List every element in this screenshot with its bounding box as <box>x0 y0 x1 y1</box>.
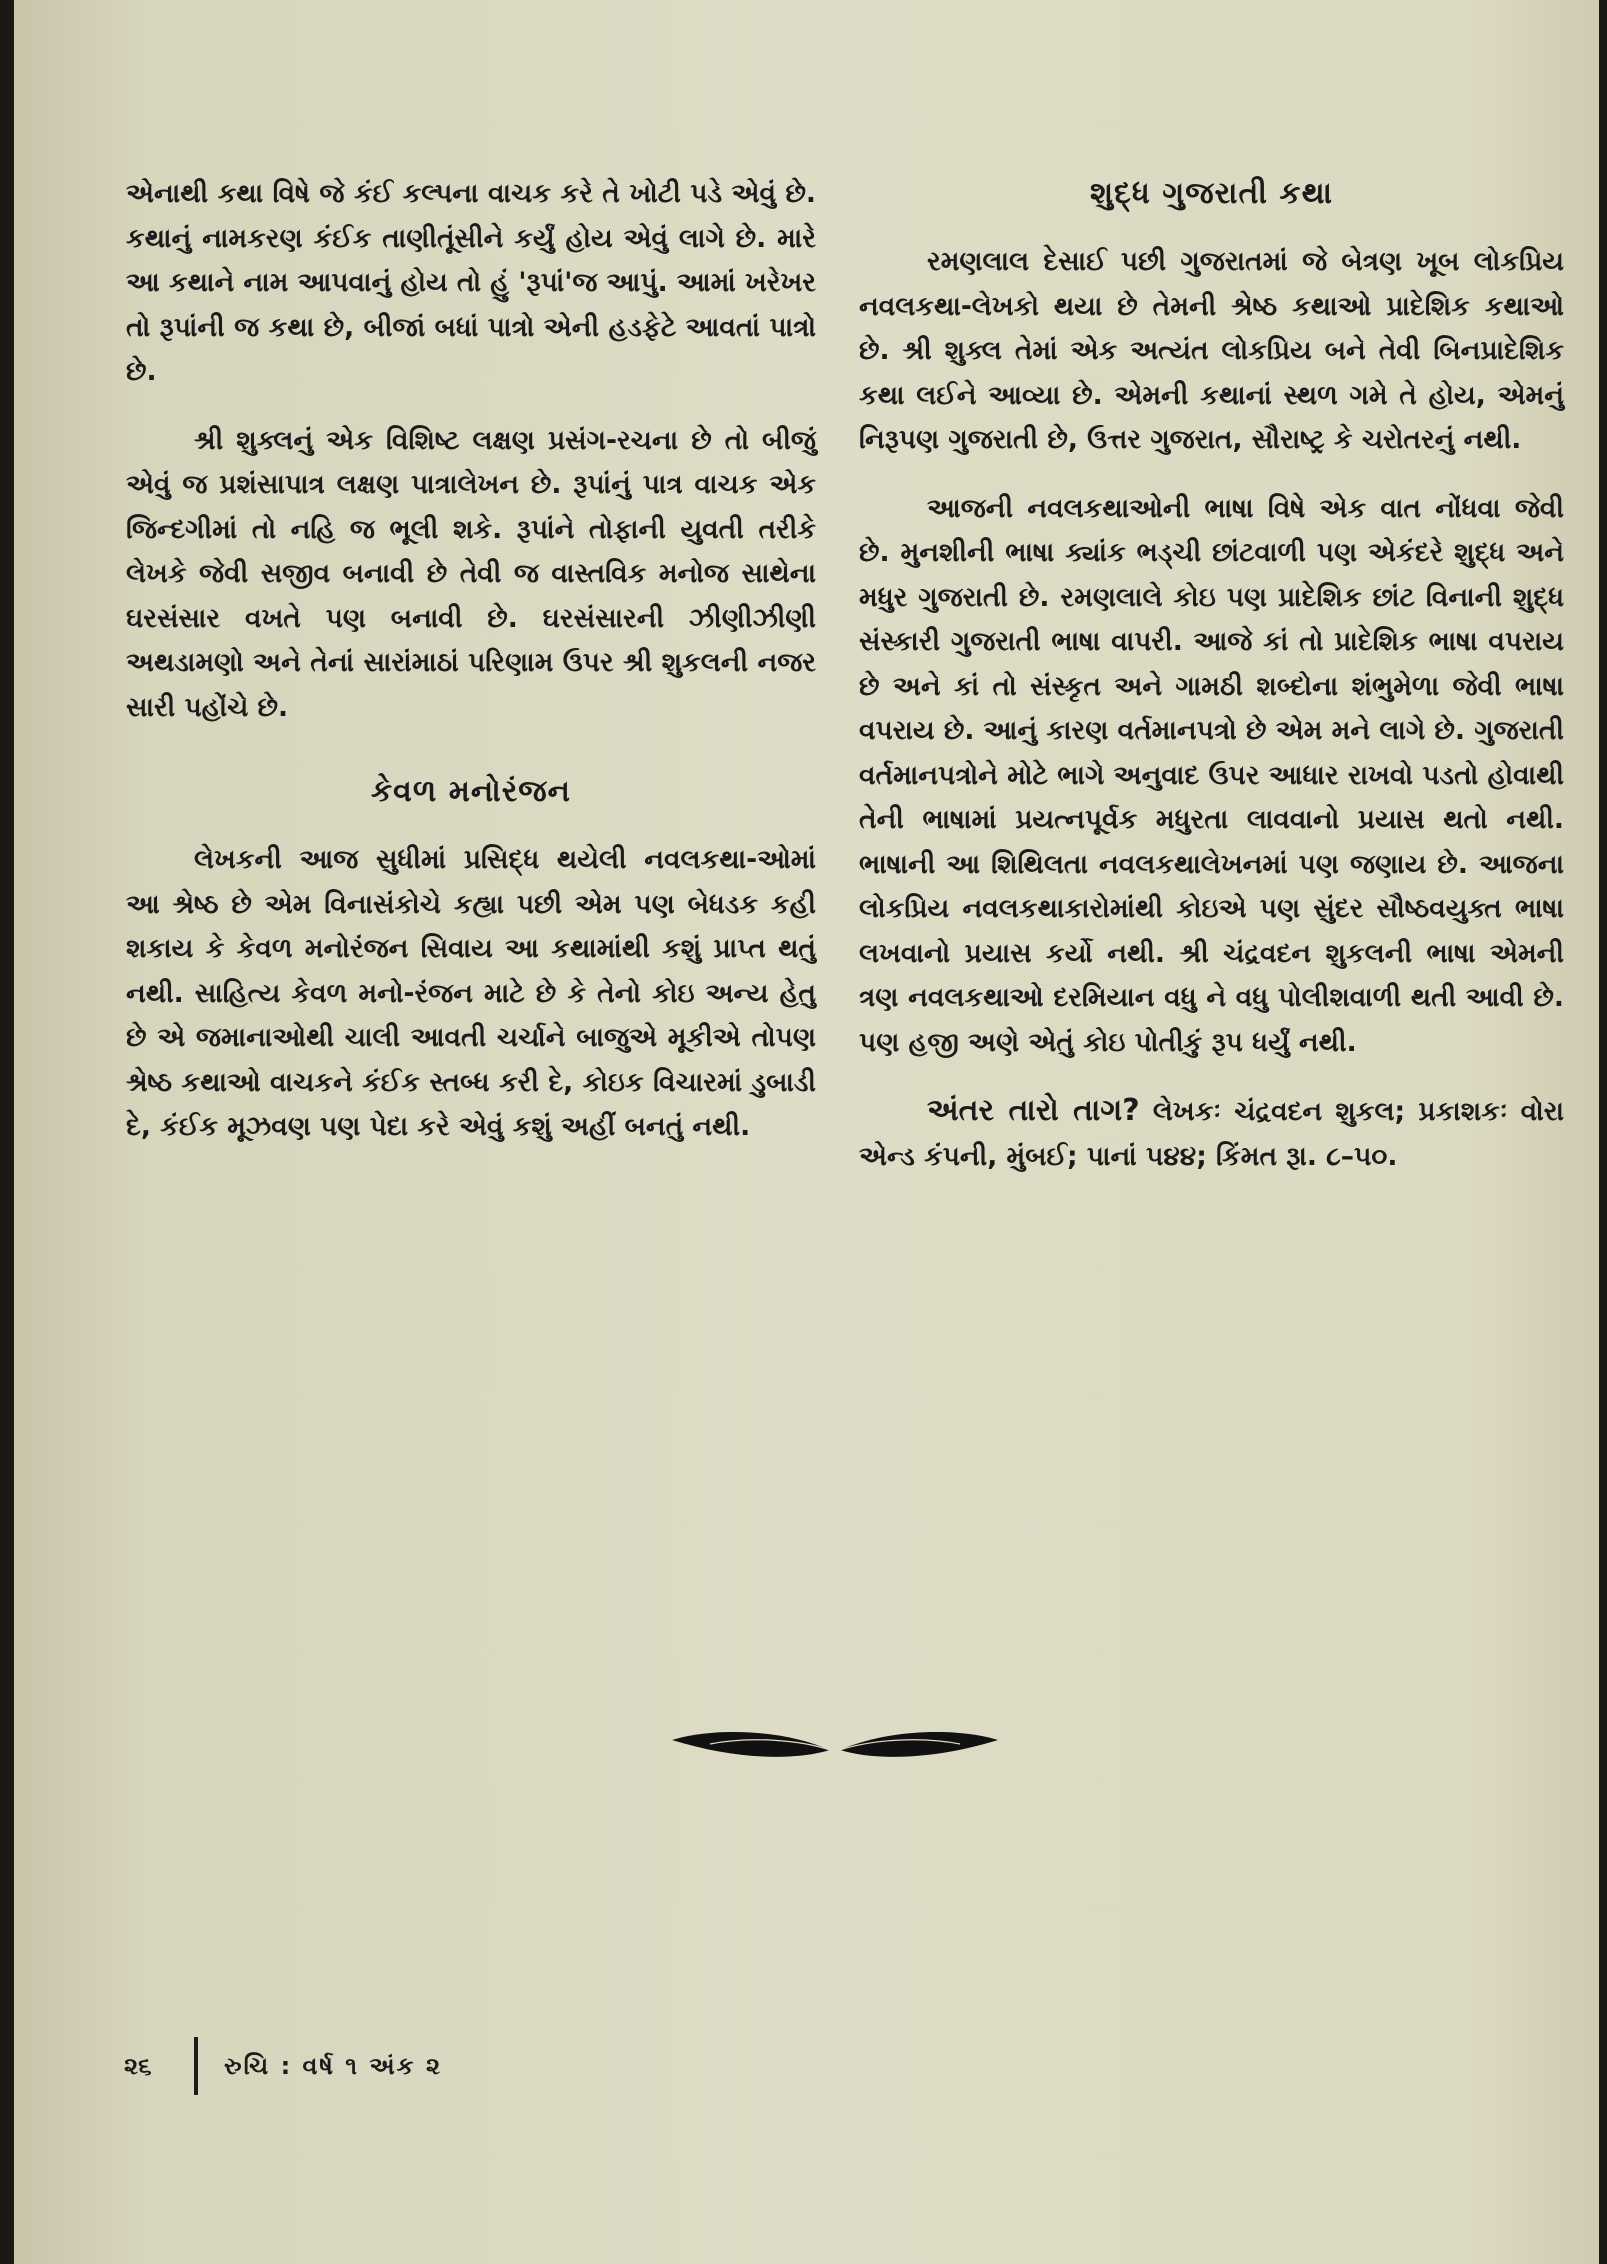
section-heading-kevala-manoranjan: કેવળ મનોરંજન <box>371 774 571 809</box>
book-page <box>14 0 1599 2264</box>
book-credit <box>859 1089 1564 1179</box>
right-column <box>859 170 1564 1203</box>
book-details: લેખકઃ ચંદ્રવદન શુકલ; પ્રકાશકઃ વોરા એન્ડ કંપની, મુંબઈ; પાનાં ૫૪૪; કિંમત રૂા. ૮–૫૦. <box>859 1096 1564 1172</box>
right-paragraph-2: આજની નવલકથાઓની ભાષા વિષે એક વાત નોંધવા જેવી છે. મુનશીની ભાષા ક્યાંક ભડ્ચી છાંટવાળી પણ એકંદરે શુદ્ધ અને મધુર ગુજરાતી છે. રમણલાલે કોઇ પણ પ્રાદેશિક છાંટ વિનાની શુદ્ધ સંસ્કારી ગુજરાતી ભાષા વાપરી. આજે કાં તો પ્રાદેશિક ભાષા વપરાય છે અને કાં તો સંસ્કૃત અને ગામઠી શબ્દોના શંભુમેળા જેવી ભાષા વપરાય છે. આનું કારણ વર્તમાનપત્રો છે એમ મને લાગે છે. ગુજરાતી વર્તમાનપત્રોને મોટે ભાગે અનુવાદ ઉપર આધાર રાખવો પડતો હોવાથી તેની ભાષામાં પ્રયત્નપૂર્વક મધુરતા લાવવાનો પ્રયાસ થતો નથી. ભાષાની આ શિથિલતા નવલકથાલેખનમાં પણ જણાય છે. આજના લોકપ્રિય નવલકથાકારોમાંથી કોઇએ પણ સુંદર સૌષ્ઠવયુક્ત ભાષા લખવાનો પ્રયાસ કર્યો નથી. શ્રી ચંદ્રવદન શુકલની ભાષા એમની ત્રણ નવલકથાઓ દરમિયાન વધુ ને વધુ પોલીશવાળી થતી આવી છે. પણ હજી અણે એતું કોઇ પોતીકું રૂપ ધર્યું નથી. <box>859 492 1564 1058</box>
book-title: અંતર તારો તાગ? <box>927 1093 1140 1128</box>
left-paragraph-2: શ્રી શુક્લનું એક વિશિષ્ટ લક્ષણ પ્રસંગ-રચના છે તો બીજું એવું જ પ્રશંસાપાત્ર લક્ષણ પાત્રાલેખન છે. રૂપાંનું પાત્ર વાચક એક જિન્દગીમાં તો નહિ જ ભૂલી શકે. રૂપાંને તોફાની યુવતી તરીકે લેખકે જેવી સજીવ બનાવી છે તેવી જ વાસ્તવિક મનોજ સાથેના ઘરસંસાર વખતે પણ બનાવી છે. ઘરસંસારની ઝીણીઝીણી અથડામણો અને તેનાં સારાંમાઠાં પરિણામ ઉપર શ્રી શુકલની નજર સારી પહોંચે છે. <box>126 424 816 723</box>
page-footer <box>124 2036 442 2096</box>
left-paragraph-3: લેખકની આજ સુધીમાં પ્રસિદ્ધ થયેલી નવલકથા-ઓમાં આ શ્રેષ્ઠ છે એમ વિનાસંકોચે કહ્યા પછી એમ પણ બેધડક કહી શકાય કે કેવળ મનોરંજન સિવાય આ કથામાંથી કશું પ્રાપ્ત થતું નથી. સાહિત્ય કેવળ મનો-રંજન માટે છે કે તેનો કોઇ અન્ય હેતુ છે એ જમાનાઓથી ચાલી આવતી ચર્ચાને બાજુએ મૂકીએ તોપણ શ્રેષ્ઠ કથાઓ વાચકને કંઈક સ્તબ્ધ કરી દે, કોઇક વિચારમાં ડુબાડી દે, કંઈક મૂઝવણ પણ પેદા કરે એવું કશું અહીં બનતું નથી. <box>126 844 816 1142</box>
page-number: ૨૬ <box>124 2052 152 2080</box>
footer-divider <box>194 2037 198 2095</box>
section-heading-shuddha-gujarati: શુદ્ધ ગુજરાતી કથા <box>1090 176 1333 211</box>
right-paragraph-1: રમણલાલ દેસાઈ પછી ગુજરાતમાં જે બેત્રણ ખૂબ લોકપ્રિય નવલકથા-લેખકો થયા છે તેમની શ્રેષ્ઠ કથાઓ પ્રાદેશિક કથાઓ છે. શ્રી શુક્લ તેમાં એક અત્યંત લોકપ્રિય બને તેવી બિનપ્રાદેશિક કથા લઈને આવ્યા છે. એમની કથાનાં સ્થળ ગમે તે હોય, એમનું નિરૂપણ ગુજરાતી છે, ઉત્તર ગુજરાત, સૌરાષ્ટ્ર કે ચરોતરનું નથી. <box>859 246 1564 455</box>
left-column <box>126 172 816 1174</box>
journal-issue: રુચિ : વર્ષ ૧ અંક ૨ <box>224 2052 443 2080</box>
left-paragraph-1: એનાથી કથા વિષે જે કંઈ કલ્પના વાચક કરે તે ખોટી પડે એવું છે. કથાનું નામકરણ કંઈક તાણીતૂંસીને કર્યું હોય એવું લાગે છે. મારે આ કથાને નામ આપવાનું હોય તો હું 'રૂપાં'જ આપું. આમાં ખરેખર તો રૂપાંની જ કથા છે, બીજાં બધાં પાત્રો એની હડફેટે આવતાં પાત્રો છે. <box>126 178 816 387</box>
ornament-divider-icon <box>670 1722 1000 1772</box>
